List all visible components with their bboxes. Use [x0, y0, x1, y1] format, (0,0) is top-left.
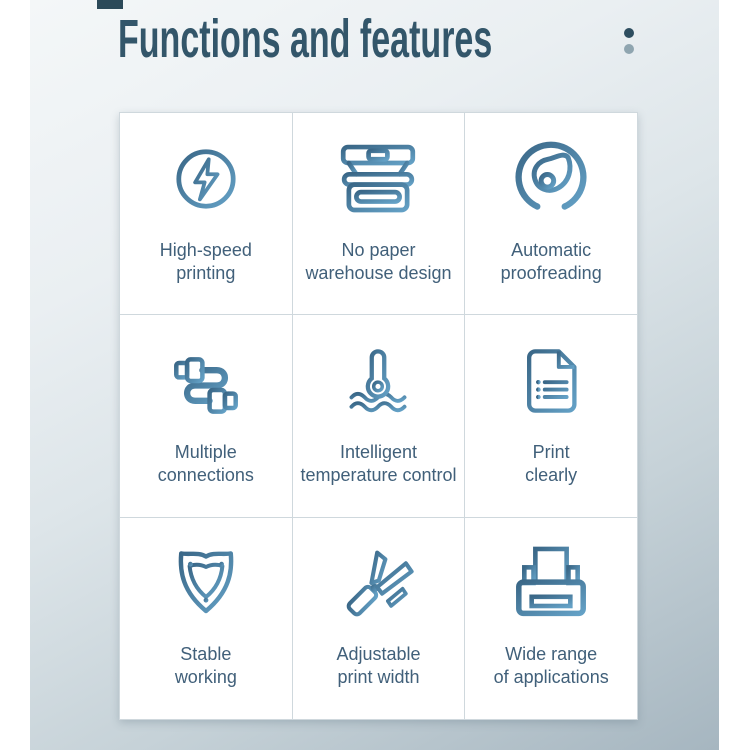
colon-bottom-dot: [624, 44, 634, 54]
features-grid: [119, 112, 638, 720]
printer-paper-icon: [505, 535, 597, 631]
colon-top-dot: [624, 28, 634, 38]
feature-cell-high-speed-printing: [120, 113, 292, 314]
lightning-circle-icon: [172, 131, 240, 227]
feature-cell-print-clearly: [465, 315, 637, 516]
colon-decoration: [624, 28, 634, 54]
feature-label: Stable working: [174, 644, 237, 688]
feature-label: Automatic proofreading: [500, 239, 602, 283]
feature-label: Intelligent temperature control: [300, 441, 457, 485]
document-lines-icon: [512, 333, 590, 429]
printer-front-icon: [331, 131, 425, 227]
feature-label: Print clearly: [525, 441, 578, 485]
feature-cell-stable-working: [120, 518, 292, 719]
feature-label: Wide range of applications: [493, 644, 609, 688]
feature-cell-adjustable-print-width: [293, 518, 465, 719]
feature-label: Adjustable print width: [336, 644, 421, 688]
gauge-icon: [506, 131, 596, 227]
feature-cell-no-paper-warehouse: [293, 113, 465, 314]
thermometer-waves-icon: [339, 333, 417, 429]
page-title: Functions and features: [118, 9, 493, 69]
shield-icon: [166, 535, 246, 631]
feature-label: No paper warehouse design: [305, 239, 452, 283]
feature-cell-automatic-proofreading: [465, 113, 637, 314]
feature-label: High-speed printing: [159, 239, 252, 283]
feature-cell-multiple-connections: [120, 315, 292, 516]
caliper-icon: [337, 535, 419, 631]
feature-cell-wide-range-applications: [465, 518, 637, 719]
feature-label: Multiple connections: [157, 441, 254, 485]
feature-cell-temperature-control: [293, 315, 465, 516]
cable-connectors-icon: [161, 333, 251, 429]
